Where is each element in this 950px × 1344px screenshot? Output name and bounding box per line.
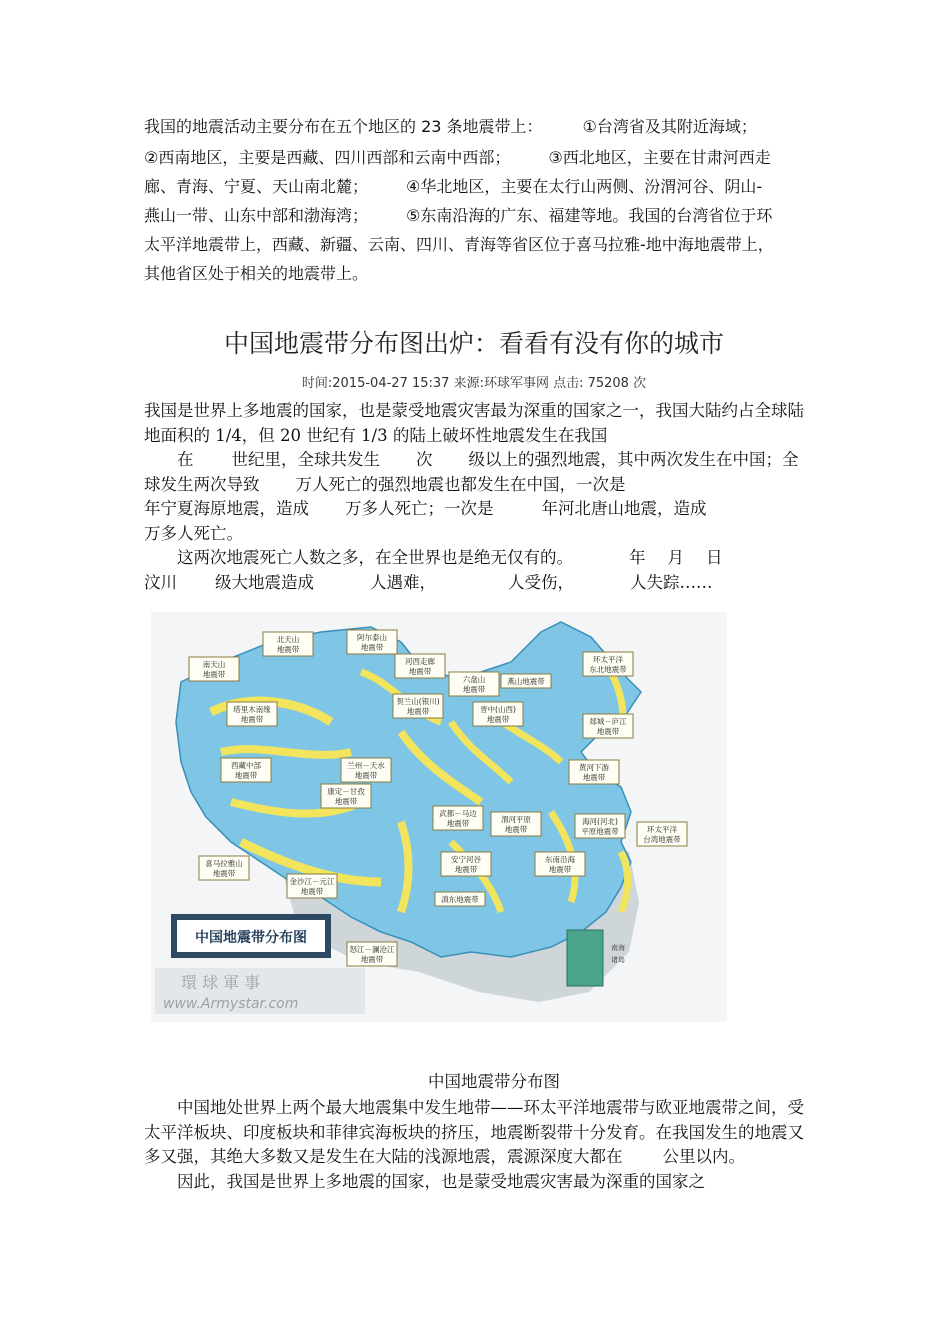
article-meta: 时间:2015-04-27 15:37 来源:环球军事网 点击: 75208 次	[301, 376, 647, 391]
text-run: 世纪里，全球共发生	[231, 450, 380, 469]
text-run: 这两次地震死亡人数之多，在全世界也是绝无仅有的。	[177, 548, 573, 567]
text-run: 级以上的强烈地震，其中两次发生在中国；全球发生两次导致	[144, 450, 799, 494]
zone-label	[473, 702, 523, 726]
text-run: 万人死亡的强烈地震也都发生在中国，一次是	[295, 474, 626, 494]
intro-text: ⑤东南沿海的广东、福建等地。我国的台湾省位于环	[406, 206, 773, 225]
intro-line: 其他省区处于相关的地震带上。	[144, 264, 369, 283]
zone-label	[435, 892, 485, 906]
intro-text: ③西北地区，主要在甘肃河西走	[548, 148, 771, 167]
text-run: 年河北唐山地震，造成	[541, 499, 707, 518]
zone-label	[347, 630, 397, 654]
zone-label	[449, 672, 499, 696]
paragraph: 我国是世界上多地震的国家，也是蒙受地震灾害最为深重的国家之一，我国大陆约占全球陆地面积的 1/4，但 20 世纪有 1/3 的陆上破坏性地震发生在我国	[144, 401, 804, 445]
zone-label-line2: 地震带	[462, 685, 486, 694]
zone-label	[287, 874, 337, 898]
zone-label	[433, 806, 483, 830]
text-run: 人失踪……	[630, 572, 713, 592]
zone-label-line2: 地震带	[360, 643, 384, 652]
text-run: 在	[177, 450, 194, 469]
paragraph	[144, 448, 808, 546]
zone-label	[221, 758, 271, 782]
zone-label	[321, 784, 371, 808]
text-run: 人受伤，	[508, 572, 574, 592]
zone-label	[569, 760, 619, 784]
zone-label	[347, 942, 397, 966]
article-body-bottom	[144, 1096, 808, 1194]
zone-label-line1: 燕山地震带	[507, 677, 545, 686]
intro-paragraph	[144, 112, 814, 288]
intro-text: ①台湾省及其附近海域；	[582, 117, 757, 136]
text-run: 公里以内。	[662, 1147, 745, 1166]
zone-label-line1: 武都－马边	[439, 809, 477, 818]
south-sea-inset	[567, 930, 603, 986]
map-title: 中国地震带分布图	[195, 930, 307, 946]
zone-label-line1: 六盘山	[462, 675, 486, 684]
zone-label-line1: 喜马拉雅山	[205, 859, 243, 868]
zone-label-line2: 地震带	[360, 955, 384, 964]
inset-note: 南海	[611, 944, 625, 952]
zone-label-line1: 阿尔泰山	[357, 633, 387, 642]
zone-label	[491, 812, 541, 836]
zone-label	[583, 714, 633, 738]
article-body-top	[144, 399, 808, 595]
paragraph	[144, 1096, 808, 1170]
zone-label-line2: 地震带	[548, 865, 572, 874]
zone-label	[637, 822, 687, 846]
zone-label-line2: 地震带	[446, 819, 470, 828]
zone-label-line2: 地震带	[596, 727, 620, 736]
text-run: 万多人死亡；一次是	[345, 499, 494, 518]
article-title: 中国地震带分布图出炉：看看有没有你的城市	[223, 329, 724, 358]
zone-label	[263, 632, 313, 656]
zone-label-line2: 地震带	[454, 865, 478, 874]
zone-label-line2: 地震带	[406, 707, 430, 716]
map-brand: 環 球 軍 事	[181, 973, 261, 992]
zone-label-line1: 河西走廊	[405, 657, 435, 666]
zone-label	[535, 852, 585, 876]
zone-label-line2: 地震带	[276, 645, 300, 654]
map-watermark: www.Armystar.com	[163, 996, 299, 1012]
zone-label-line1: 海河(河北)	[582, 817, 618, 826]
zone-label-line1: 金沙江－元江	[289, 877, 335, 886]
inset-note: 诸岛	[611, 956, 625, 964]
intro-line	[144, 201, 814, 230]
zone-label-line1: 兰州－天水	[347, 761, 385, 770]
figure-caption: 中国地震带分布图	[428, 1072, 560, 1091]
paragraph	[144, 546, 808, 595]
zone-label-line1: 环太平洋	[647, 825, 677, 834]
text-run: 次	[416, 450, 433, 469]
zone-label-line2: 地震带	[300, 887, 324, 896]
text-run: 年	[629, 548, 646, 567]
zone-label-line2: 地震带	[202, 670, 226, 679]
zone-label	[189, 657, 239, 681]
intro-text: 我国的地震活动主要分布在五个地区的 23 条地震带上：	[144, 117, 543, 136]
zone-label-line2: 地震带	[240, 715, 264, 724]
zone-label	[227, 702, 277, 726]
intro-text: ④华北地区，主要在太行山两侧、汾渭河谷、阴山-	[406, 177, 763, 196]
intro-line	[144, 143, 814, 172]
zone-label-line2: 平原地震带	[581, 827, 619, 836]
zone-label-line1: 康定－甘孜	[327, 787, 365, 796]
zone-label-line1: 东南沿海	[545, 855, 575, 864]
zone-label	[199, 856, 249, 880]
zone-label-line2: 地震带	[354, 771, 378, 780]
paragraph: 因此，我国是世界上多地震的国家，也是蒙受地震灾害最为深重的国家之	[177, 1171, 705, 1191]
zone-label-line1: 郯城－庐江	[589, 717, 627, 726]
zone-label-line2: 台湾地震带	[643, 835, 681, 844]
zone-label	[583, 652, 633, 676]
seismic-zone-map	[151, 612, 727, 1022]
zone-label-line1: 晋中(山西)	[480, 705, 516, 714]
zone-label-line2: 地震带	[582, 773, 606, 782]
zone-label-line1: 安宁河谷	[451, 855, 481, 864]
text-run: 万多人死亡。	[144, 523, 243, 543]
zone-label-line1: 黄河下游	[579, 763, 609, 772]
text-run: 级大地震造成	[215, 572, 314, 592]
intro-line	[144, 172, 814, 201]
zone-label-line2: 地震带	[212, 869, 236, 878]
intro-text: ②西南地区，主要是西藏、四川西部和云南中西部；	[144, 148, 511, 167]
zone-label-line1: 滇东地震带	[441, 895, 479, 904]
zone-label-line1: 贺兰山(银川)	[396, 697, 440, 706]
intro-text: 燕山一带、山东中部和渤海湾；	[144, 206, 369, 225]
zone-label	[441, 852, 491, 876]
text-run: 汶川	[144, 572, 177, 592]
intro-line: 太平洋地震带上，西藏、新疆、云南、四川、青海等省区位于喜马拉雅-地中海地震带上，	[144, 235, 774, 254]
intro-line	[144, 112, 814, 141]
zone-label	[393, 694, 443, 718]
zone-label-line1: 渭河平原	[501, 815, 531, 824]
zone-label	[341, 758, 391, 782]
zone-label	[501, 674, 551, 688]
zone-label-line2: 地震带	[486, 715, 510, 724]
text-run: 年宁夏海原地震，造成	[144, 499, 309, 518]
zone-label	[575, 814, 625, 838]
text-run: 人遇难，	[370, 572, 436, 592]
zone-label-line2: 地震带	[504, 825, 528, 834]
zone-label-line2: 东北地震带	[589, 665, 627, 674]
zone-label	[395, 654, 445, 678]
zone-label-line1: 怒江－澜沧江	[349, 945, 395, 954]
zone-label-line1: 南天山	[202, 660, 226, 669]
zone-label-line2: 地震带	[408, 667, 432, 676]
zone-label-line1: 塔里木南缘	[233, 705, 271, 714]
zone-label-line2: 地震带	[234, 771, 258, 780]
intro-text: 廊、青海、宁夏、天山南北麓；	[144, 177, 369, 196]
zone-label-line1: 环太平洋	[593, 655, 623, 664]
text-run: 月	[667, 548, 684, 567]
text-run: 中国地处世界上两个最大地震集中发生地带——环太平洋地震带与欧亚地震带之间，受太平洋板块、印度板块和菲律宾海板块的挤压，地震断裂带十分发育。在我国发生的地震又多又强，其绝大多数又是发生在大陆的浅源地震，震源深度大都在	[144, 1098, 804, 1166]
zone-label-line1: 西藏中部	[231, 761, 261, 770]
zone-label-line2: 地震带	[334, 797, 358, 806]
zone-label-line1: 北天山	[276, 635, 300, 644]
text-run: 日	[706, 548, 723, 567]
